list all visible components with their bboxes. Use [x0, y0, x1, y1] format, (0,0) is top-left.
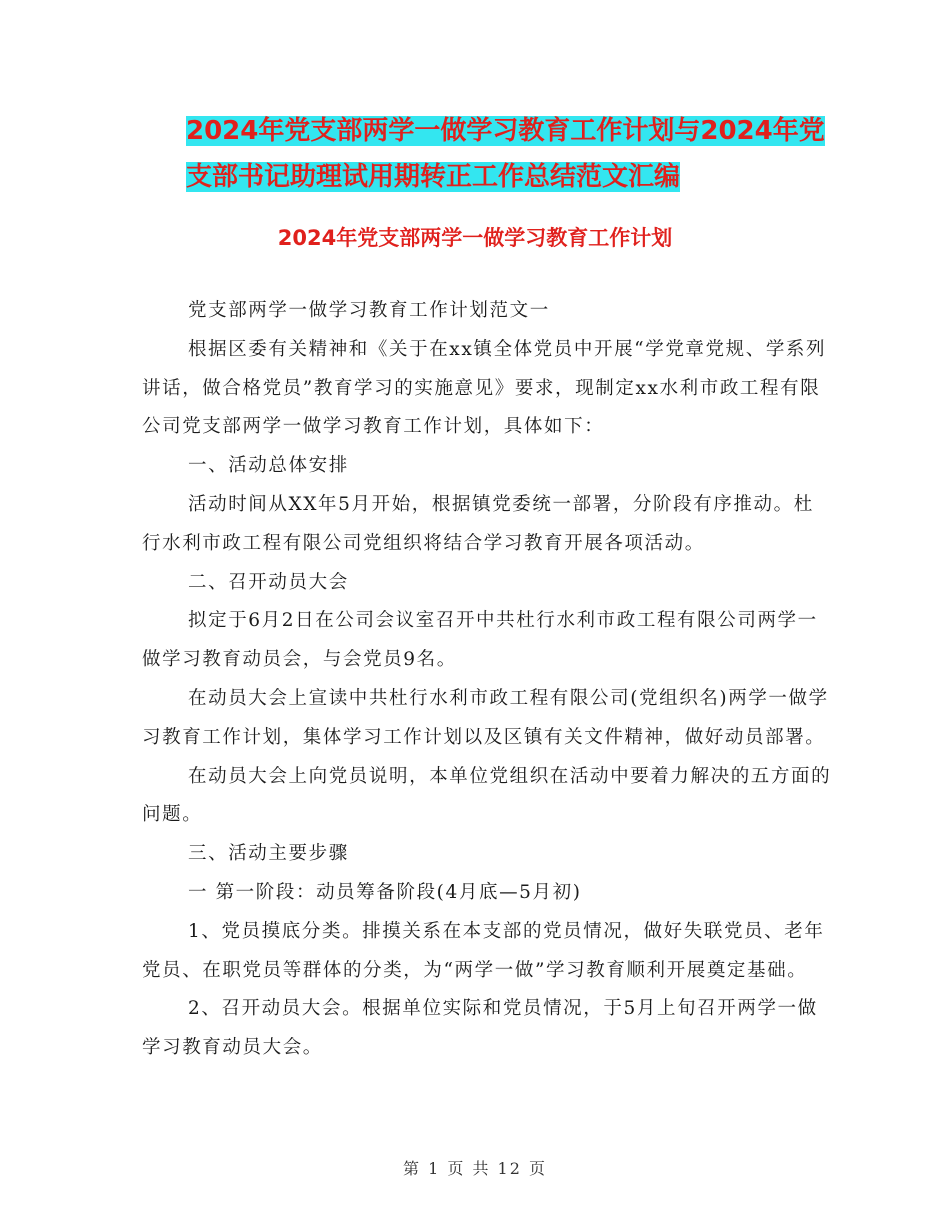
paragraph: 根据区委有关精神和《关于在xx镇全体党员中开展“学党章党规、学系列讲话，做合格党员”教育学习的实施意见》要求，现制定xx水利市政工程有限公司党支部两学一做学习教育工作计划，具体如下： [142, 338, 827, 438]
paragraph: 活动时间从XX年5月开始，根据镇党委统一部署，分阶段有序推动。杜行水利市政工程有限公司党组织将结合学习教育开展各项活动。 [142, 493, 814, 554]
title-line-2: 支部书记助理试用期转正工作总结范文汇编 [186, 162, 681, 192]
paragraph: 2、召开动员大会。根据单位实际和党员情况，于5月上旬召开两学一做学习教育动员大会。 [142, 998, 818, 1059]
document-title [140, 108, 830, 200]
heading-paragraph: 二、召开动员大会 [188, 571, 349, 593]
paragraph: 拟定于6月2日在公司会议室召开中共杜行水利市政工程有限公司两学一做学习教育动员会，与会党员9名。 [142, 610, 818, 671]
page-footer: 第 1 页 共 12 页 [403, 1159, 547, 1178]
heading-paragraph: 三、活动主要步骤 [188, 843, 349, 865]
paragraph: 在动员大会上向党员说明，本单位党组织在活动中要着力解决的五方面的问题。 [142, 765, 832, 826]
paragraph: 党支部两学一做学习教育工作计划范文一 [188, 300, 550, 321]
document-body [142, 292, 832, 1068]
paragraph: 1、党员摸底分类。排摸关系在本支部的党员情况，做好失联党员、老年党员、在职党员等群体的分类，为“两学一做”学习教育顺利开展奠定基础。 [142, 920, 825, 981]
paragraph: 在动员大会上宣读中共杜行水利市政工程有限公司(党组织名)两学一做学习教育工作计划，集体学习工作计划以及区镇有关文件精神，做好动员部署。 [142, 687, 829, 748]
heading-paragraph: 一、活动总体安排 [188, 455, 349, 477]
title-line-1: 2024年党支部两学一做学习教育工作计划与2024年党 [186, 116, 825, 146]
section-title: 2024年党支部两学一做学习教育工作计划 [277, 226, 673, 250]
paragraph: 一 第一阶段：动员筹备阶段(4月底—5月初) [188, 881, 582, 903]
